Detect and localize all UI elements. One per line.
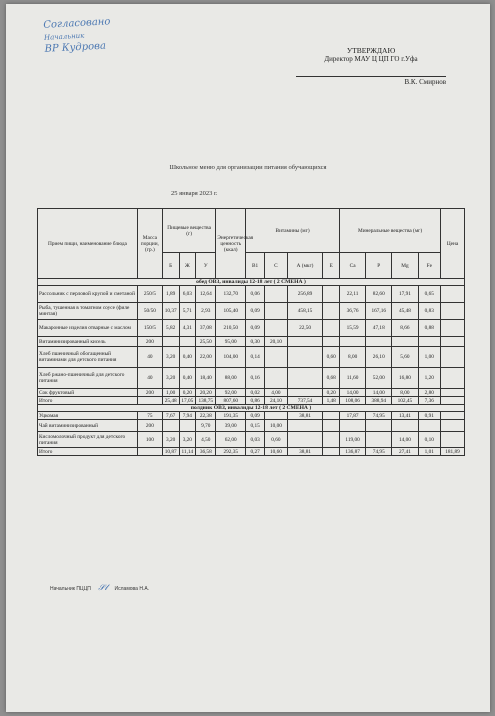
- table-row: [38, 389, 465, 397]
- value-cell: [323, 286, 340, 303]
- value-cell: [265, 303, 288, 320]
- value-cell: 22,50: [287, 320, 323, 337]
- subheader: Fe: [418, 253, 441, 279]
- value-cell: 39,00: [216, 420, 246, 432]
- value-cell: 0,30: [246, 337, 265, 347]
- value-cell: 10,60: [265, 448, 288, 456]
- value-cell: [340, 420, 366, 432]
- value-cell: [441, 368, 465, 389]
- value-cell: [265, 412, 288, 420]
- header-energy: Энергетическая ценность (ккал): [216, 209, 246, 279]
- value-cell: 95,00: [216, 337, 246, 347]
- value-cell: 18,40: [196, 368, 216, 389]
- value-cell: [340, 337, 366, 347]
- value-cell: [265, 320, 288, 337]
- value-cell: [162, 420, 179, 432]
- value-cell: 22,38: [196, 412, 216, 420]
- value-cell: 4,50: [196, 432, 216, 448]
- dish-name-cell: Кисломолочный продукт для детского питания: [38, 432, 138, 448]
- value-cell: [287, 432, 323, 448]
- value-cell: 1,89: [162, 286, 179, 303]
- dish-name-cell: Хлеб пшеничный обогащенный витаминами для детского питания: [38, 347, 138, 368]
- value-cell: 3,20: [162, 432, 179, 448]
- table-row: [38, 432, 465, 448]
- value-cell: 0,60: [265, 432, 288, 448]
- handwritten-line: Согласовано: [43, 16, 111, 31]
- value-cell: 62,00: [216, 432, 246, 448]
- value-cell: 7,94: [179, 412, 196, 420]
- dish-name-cell: Витаминизированный кисель: [38, 337, 138, 347]
- value-cell: 807,60: [216, 397, 246, 405]
- document-page: [6, 4, 490, 712]
- value-cell: 17,91: [392, 286, 418, 303]
- value-cell: 75: [137, 412, 162, 420]
- value-cell: [179, 337, 196, 347]
- dish-name-cell: Сок фруктовый: [38, 389, 138, 397]
- value-cell: [323, 320, 340, 337]
- value-cell: 2,80: [418, 389, 441, 397]
- menu-title: Школьное меню для организации питания обучающихся: [169, 164, 327, 171]
- value-cell: 5,60: [392, 347, 418, 368]
- menu-table: [37, 208, 465, 456]
- value-cell: 2,93: [196, 303, 216, 320]
- handwritten-approval-signature: [43, 16, 115, 56]
- value-cell: [441, 412, 465, 420]
- value-cell: 24,10: [265, 397, 288, 405]
- dish-name-cell: Итого: [38, 397, 138, 405]
- value-cell: 102,45: [392, 397, 418, 405]
- footer-name: Исламова Н.А.: [114, 586, 150, 592]
- subheader: А (мкг): [287, 253, 323, 279]
- value-cell: 45,48: [392, 303, 418, 320]
- footer-signature: [50, 583, 149, 593]
- value-cell: [441, 432, 465, 448]
- value-cell: 210,50: [216, 320, 246, 337]
- value-cell: 4,00: [265, 389, 288, 397]
- value-cell: 82,60: [366, 286, 392, 303]
- value-cell: 47,18: [366, 320, 392, 337]
- value-cell: 10,87: [162, 448, 179, 456]
- value-cell: [323, 303, 340, 320]
- value-cell: 0,27: [246, 448, 265, 456]
- value-cell: 8,00: [392, 389, 418, 397]
- value-cell: [441, 286, 465, 303]
- value-cell: 0,40: [179, 368, 196, 389]
- subheader: Са: [340, 253, 366, 279]
- value-cell: 0,40: [179, 347, 196, 368]
- approval-position: Директор МАУ Ц ЦП ГО г.Уфа: [324, 55, 418, 63]
- value-cell: 105,40: [216, 303, 246, 320]
- value-cell: 0,68: [323, 368, 340, 389]
- value-cell: [265, 368, 288, 389]
- value-cell: 15,59: [340, 320, 366, 337]
- dish-name-cell: Хлеб ржано-пшеничный для детского питания: [38, 368, 138, 389]
- value-cell: 40: [137, 347, 162, 368]
- value-cell: 458,15: [287, 303, 323, 320]
- value-cell: 12,64: [196, 286, 216, 303]
- value-cell: [441, 420, 465, 432]
- value-cell: [441, 347, 465, 368]
- value-cell: [441, 397, 465, 405]
- value-cell: 191,35: [216, 412, 246, 420]
- value-cell: 10,00: [265, 420, 288, 432]
- table-row: [38, 397, 465, 405]
- value-cell: 0,60: [323, 347, 340, 368]
- value-cell: 0,15: [246, 420, 265, 432]
- subheader: Ж: [179, 253, 196, 279]
- value-cell: 26,10: [366, 347, 392, 368]
- value-cell: 22,00: [196, 347, 216, 368]
- value-cell: 737,54: [287, 397, 323, 405]
- value-cell: 11,14: [179, 448, 196, 456]
- value-cell: 3,20: [162, 368, 179, 389]
- value-cell: 0,09: [246, 412, 265, 420]
- value-cell: 167,16: [366, 303, 392, 320]
- value-cell: 5,71: [179, 303, 196, 320]
- value-cell: 20,10: [265, 337, 288, 347]
- value-cell: 74,95: [366, 412, 392, 420]
- approval-block: [296, 46, 446, 87]
- approval-name: В.К. Смирнов: [296, 76, 446, 87]
- table-row: [38, 286, 465, 303]
- value-cell: 0,91: [418, 412, 441, 420]
- value-cell: 0,09: [246, 303, 265, 320]
- approval-title: УТВЕРЖДАЮ: [346, 46, 396, 55]
- value-cell: [265, 286, 288, 303]
- handwritten-line: ВР Кудрова: [44, 40, 107, 55]
- value-cell: [287, 389, 323, 397]
- value-cell: 0,14: [246, 347, 265, 368]
- value-cell: 74,95: [366, 448, 392, 456]
- value-cell: [418, 420, 441, 432]
- value-cell: 14,00: [366, 389, 392, 397]
- value-cell: 13,41: [392, 412, 418, 420]
- value-cell: [265, 347, 288, 368]
- value-cell: 0,20: [179, 389, 196, 397]
- value-cell: 200: [137, 337, 162, 347]
- value-cell: 17,87: [340, 412, 366, 420]
- value-cell: [287, 368, 323, 389]
- value-cell: 14,00: [340, 389, 366, 397]
- header-nutrients: Пищевые вещества (г): [162, 209, 216, 253]
- value-cell: 8,00: [340, 347, 366, 368]
- value-cell: 8,66: [392, 320, 418, 337]
- value-cell: 25,48: [162, 397, 179, 405]
- footer-position: Начальник ПЦЦП: [50, 586, 91, 592]
- value-cell: 388,94: [366, 397, 392, 405]
- value-cell: 1,01: [418, 448, 441, 456]
- value-cell: 200: [137, 389, 162, 397]
- value-cell: 104,00: [216, 347, 246, 368]
- value-cell: [323, 337, 340, 347]
- table-row: [38, 347, 465, 368]
- handwritten-line: Начальник: [43, 31, 85, 42]
- value-cell: 6,03: [179, 286, 196, 303]
- value-cell: 0,10: [418, 432, 441, 448]
- table-row: [38, 368, 465, 389]
- value-cell: 0,86: [246, 397, 265, 405]
- dish-name-cell: Макаронные изделия отварные с маслом: [38, 320, 138, 337]
- value-cell: [441, 320, 465, 337]
- value-cell: [392, 420, 418, 432]
- value-cell: 14,00: [392, 432, 418, 448]
- value-cell: [392, 337, 418, 347]
- subheader: В1: [246, 253, 265, 279]
- value-cell: 52,00: [366, 368, 392, 389]
- value-cell: 36,58: [196, 448, 216, 456]
- value-cell: 0,16: [246, 368, 265, 389]
- value-cell: 20,20: [196, 389, 216, 397]
- value-cell: [366, 337, 392, 347]
- section-title-lunch: обед ОВЗ, инвалиды 12-18 лет ( 2 СМЕНА ): [38, 279, 465, 286]
- value-cell: [287, 337, 323, 347]
- signature-icon: 𝒮𝓁: [98, 583, 108, 592]
- header-minerals: Минеральные вещества (мг): [340, 209, 441, 253]
- value-cell: 136,87: [340, 448, 366, 456]
- header-price: Цена: [441, 209, 465, 279]
- value-cell: 7,67: [162, 412, 179, 420]
- value-cell: [441, 303, 465, 320]
- table-row: [38, 420, 465, 432]
- value-cell: 3,20: [179, 432, 196, 448]
- header-mass: Масса порции, (гр.): [137, 209, 162, 279]
- value-cell: 25,50: [196, 337, 216, 347]
- value-cell: 1,00: [418, 347, 441, 368]
- value-cell: 9,70: [196, 420, 216, 432]
- value-cell: [179, 420, 196, 432]
- dish-name-cell: Чай витаминизированный: [38, 420, 138, 432]
- value-cell: 0,06: [246, 286, 265, 303]
- value-cell: [137, 397, 162, 405]
- value-cell: 0,88: [418, 320, 441, 337]
- value-cell: 17,05: [179, 397, 196, 405]
- value-cell: [287, 347, 323, 368]
- value-cell: 1,48: [323, 397, 340, 405]
- value-cell: 0,09: [246, 320, 265, 337]
- value-cell: 40: [137, 368, 162, 389]
- value-cell: 4,31: [179, 320, 196, 337]
- subheader: Б: [162, 253, 179, 279]
- value-cell: [441, 337, 465, 347]
- table-row: [38, 412, 465, 420]
- menu-date: 25 января 2023 г.: [171, 190, 218, 197]
- value-cell: [323, 432, 340, 448]
- value-cell: 38,81: [287, 448, 323, 456]
- value-cell: [366, 432, 392, 448]
- value-cell: 108,06: [340, 397, 366, 405]
- value-cell: 16,80: [392, 368, 418, 389]
- table-row: [38, 303, 465, 320]
- subheader: Е: [323, 253, 340, 279]
- value-cell: 37,08: [196, 320, 216, 337]
- value-cell: [418, 337, 441, 347]
- value-cell: 1,00: [162, 389, 179, 397]
- value-cell: 150/5: [137, 320, 162, 337]
- value-cell: [323, 448, 340, 456]
- value-cell: [137, 448, 162, 456]
- value-cell: [323, 412, 340, 420]
- value-cell: 27,41: [392, 448, 418, 456]
- header-vitamins: Витамины (мг): [246, 209, 340, 253]
- value-cell: [162, 337, 179, 347]
- value-cell: [323, 420, 340, 432]
- subheader: Р: [366, 253, 392, 279]
- value-cell: 292,35: [216, 448, 246, 456]
- value-cell: 5,82: [162, 320, 179, 337]
- value-cell: 250/5: [137, 286, 162, 303]
- value-cell: 100: [137, 432, 162, 448]
- value-cell: 132,70: [216, 286, 246, 303]
- value-cell: 36,76: [340, 303, 366, 320]
- value-cell: 11,60: [340, 368, 366, 389]
- dish-name-cell: Уцкомая: [38, 412, 138, 420]
- value-cell: 138,75: [196, 397, 216, 405]
- value-cell: 256,89: [287, 286, 323, 303]
- value-cell: 0,65: [418, 286, 441, 303]
- value-cell: [441, 389, 465, 397]
- table-row: [38, 448, 465, 456]
- value-cell: 3,20: [162, 347, 179, 368]
- value-cell: 1,20: [418, 368, 441, 389]
- value-cell: 88,00: [216, 368, 246, 389]
- subheader: С: [265, 253, 288, 279]
- section-title-snack: полдник ОВЗ, инвалиды 12-18 лет ( 2 СМЕНА ): [38, 405, 465, 412]
- value-cell: 10,37: [162, 303, 179, 320]
- value-cell: 0,20: [323, 389, 340, 397]
- value-cell: 0,02: [246, 389, 265, 397]
- value-cell: 92,00: [216, 389, 246, 397]
- value-cell: 181,89: [441, 448, 465, 456]
- dish-name-cell: Рассольник с перловой крупой и сметаной: [38, 286, 138, 303]
- value-cell: [366, 420, 392, 432]
- value-cell: 38,81: [287, 412, 323, 420]
- value-cell: 119,00: [340, 432, 366, 448]
- subheader: Mg: [392, 253, 418, 279]
- value-cell: 0,03: [246, 432, 265, 448]
- table-row: [38, 320, 465, 337]
- subheader: У: [196, 253, 216, 279]
- value-cell: [287, 420, 323, 432]
- header-dish: Прием пищи, наименование блюда: [38, 209, 138, 279]
- table-row: [38, 337, 465, 347]
- value-cell: 0,83: [418, 303, 441, 320]
- value-cell: 200: [137, 420, 162, 432]
- dish-name-cell: Итого: [38, 448, 138, 456]
- dish-name-cell: Рыба, тушенная в томатном соусе (филе минтая): [38, 303, 138, 320]
- value-cell: 7,36: [418, 397, 441, 405]
- value-cell: 22,11: [340, 286, 366, 303]
- value-cell: 50/50: [137, 303, 162, 320]
